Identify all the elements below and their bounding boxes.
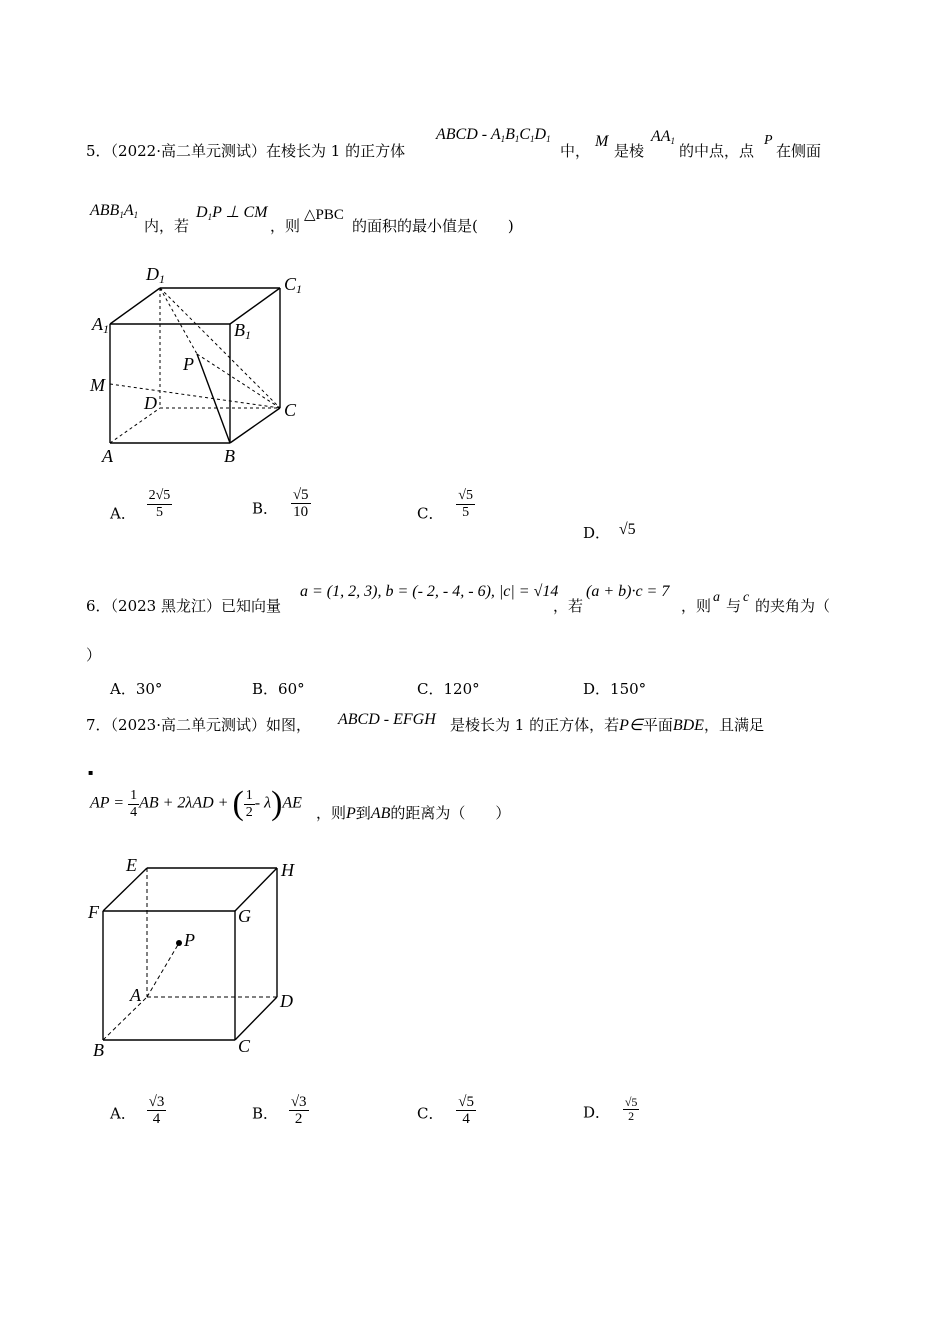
q7-marker: ▪ bbox=[88, 768, 94, 777]
option-letter: C． bbox=[417, 680, 444, 698]
label-f: F bbox=[88, 902, 99, 922]
edge-gh bbox=[235, 868, 277, 911]
q5-text: 在侧面 bbox=[776, 142, 822, 160]
q6-option-c[interactable] bbox=[417, 678, 480, 699]
q6-text: 与 bbox=[726, 597, 742, 615]
q7-text: 平面 bbox=[642, 716, 673, 734]
q5-cube-sub: 1 bbox=[530, 134, 535, 144]
q6-number: 6． bbox=[86, 597, 111, 615]
q7-line2b bbox=[316, 802, 510, 823]
q5-number: 5． bbox=[86, 142, 111, 160]
q7-cond: P∈ bbox=[619, 717, 643, 734]
q7-text: 到 bbox=[355, 804, 371, 822]
edge-bc bbox=[230, 408, 280, 443]
label-c1: C1 bbox=[284, 274, 303, 296]
fraction-denominator: 2 bbox=[245, 804, 253, 820]
fraction-denominator: 2 bbox=[294, 1111, 303, 1127]
label-a1: A1 bbox=[92, 314, 109, 336]
q5-cond-part: D bbox=[196, 204, 208, 221]
label-a: A bbox=[130, 985, 141, 1005]
q5-face-sub: 1 bbox=[119, 210, 124, 220]
fraction-denominator: 4 bbox=[152, 1111, 161, 1127]
option-letter: D． bbox=[583, 524, 611, 542]
q5-face bbox=[90, 202, 138, 220]
fraction-numerator: √5 bbox=[458, 488, 473, 503]
label-b: B bbox=[224, 446, 235, 466]
label-d1: D1 bbox=[146, 264, 165, 286]
fraction-numerator: 2√5 bbox=[148, 488, 171, 503]
q6-option-b[interactable] bbox=[252, 678, 305, 699]
edge-b1c1 bbox=[230, 288, 280, 324]
option-letter: D． bbox=[583, 680, 611, 698]
option-value: √5 bbox=[618, 521, 636, 538]
q6-formula: a = (1, 2, 3), b = (- 2, - 4, - 6), |c| = √14 bbox=[300, 583, 559, 600]
label-b: B bbox=[93, 1040, 104, 1060]
point-p bbox=[176, 940, 182, 946]
q7-equation bbox=[90, 785, 302, 823]
q5-cube-sub: 1 bbox=[546, 134, 551, 144]
option-fraction bbox=[456, 488, 475, 521]
option-letter: C． bbox=[417, 504, 444, 523]
q5-cube-sub: 1 bbox=[514, 134, 520, 144]
segment-ap bbox=[147, 943, 179, 997]
q5-face-part: ABB bbox=[90, 202, 120, 219]
option-value: 150° bbox=[610, 680, 647, 698]
label-p: P bbox=[183, 354, 194, 374]
q5-triangle: △PBC bbox=[304, 207, 344, 223]
label-m: M bbox=[90, 375, 105, 395]
q7-plane: BDE bbox=[672, 717, 704, 734]
eq-part: AE bbox=[282, 794, 302, 812]
q5-text: 的中点，点 bbox=[679, 142, 755, 160]
option-fraction bbox=[147, 1094, 167, 1127]
label-p: P bbox=[184, 930, 195, 950]
q7-line1 bbox=[86, 714, 311, 735]
q5-cube-part: B bbox=[505, 126, 515, 143]
q5-option-d[interactable] bbox=[583, 522, 636, 543]
q5-cube-part: ABCD - A bbox=[436, 126, 501, 143]
q7-option-b[interactable] bbox=[252, 1094, 309, 1131]
option-letter: A． bbox=[110, 1104, 136, 1123]
q6-text: 的夹角为（ bbox=[755, 597, 831, 615]
q7-line1b bbox=[450, 714, 764, 735]
q6-text: ，则 bbox=[681, 597, 712, 615]
q5-text: 是棱 bbox=[614, 142, 645, 160]
segment-pc bbox=[197, 354, 280, 408]
q5-cube-part: C bbox=[519, 126, 531, 143]
fraction-denominator: 2 bbox=[628, 1109, 635, 1123]
option-value: 60° bbox=[278, 680, 305, 698]
q7-text: 的距离为（ ） bbox=[390, 804, 511, 822]
fraction-numerator: √3 bbox=[148, 1094, 165, 1110]
option-letter: A． bbox=[110, 504, 136, 523]
q5-cond-part: P ⊥ CM bbox=[212, 204, 268, 221]
edge-ad bbox=[110, 408, 160, 443]
q5-text: 中， bbox=[560, 142, 591, 160]
option-fraction bbox=[456, 1094, 476, 1127]
q5-edge bbox=[651, 128, 675, 146]
option-fraction bbox=[623, 1096, 640, 1123]
q7-ab-label: AB bbox=[370, 805, 391, 822]
q7-number: 7． bbox=[86, 716, 111, 734]
q6-formula2: (a + b)·c = 7 bbox=[586, 583, 670, 600]
q6-text: ，若 bbox=[553, 597, 584, 615]
q7-text: ，则 bbox=[316, 804, 347, 822]
q6-text: ） bbox=[86, 646, 102, 664]
q5-cube-part: D bbox=[534, 126, 547, 143]
q6-source: （2023 黑龙江） bbox=[110, 597, 221, 615]
q6-c-label: c bbox=[743, 590, 750, 605]
fraction-numerator: 1 bbox=[245, 787, 253, 803]
option-letter: C． bbox=[417, 1104, 444, 1123]
q5-edge-part: AA bbox=[651, 128, 671, 145]
label-h: H bbox=[281, 860, 294, 880]
q5-text: 的面积的最小值是( ) bbox=[352, 217, 514, 235]
segment-d1c bbox=[160, 288, 280, 408]
q5-cube-sub: 1 bbox=[500, 134, 506, 144]
label-c: C bbox=[284, 400, 297, 420]
eq-fraction bbox=[128, 788, 139, 821]
eq-part: AB + 2λAD + bbox=[139, 794, 233, 812]
q5-edge-sub: 1 bbox=[670, 136, 676, 146]
label-e: E bbox=[126, 855, 137, 875]
label-c: C bbox=[238, 1036, 251, 1056]
option-letter: B． bbox=[252, 1104, 279, 1123]
q5-option-b[interactable] bbox=[252, 487, 311, 526]
label-a: A bbox=[102, 446, 113, 466]
q7-cube-figure bbox=[82, 852, 312, 1062]
fraction-denominator: 4 bbox=[130, 804, 138, 820]
fraction-denominator: 4 bbox=[462, 1111, 470, 1127]
label-d: D bbox=[280, 991, 293, 1011]
q5-condition bbox=[196, 202, 267, 222]
eq-fraction bbox=[244, 788, 255, 821]
q7-source: （2023·高二单元测试） bbox=[110, 716, 266, 734]
fraction-numerator: √5 bbox=[624, 1095, 638, 1109]
q6-a-label: a bbox=[713, 590, 720, 605]
eq-paren-left: ( bbox=[232, 785, 244, 822]
q5-text: ，则 bbox=[270, 217, 301, 235]
option-fraction bbox=[291, 487, 311, 520]
option-value: 120° bbox=[443, 680, 480, 698]
fraction-denominator: 5 bbox=[462, 505, 470, 520]
segment-mc bbox=[110, 384, 280, 408]
q5-cube-name bbox=[436, 126, 551, 144]
q5-source: （2022·高二单元测试） bbox=[110, 142, 266, 160]
q5-text: 在棱长为 1 的正方体 bbox=[266, 142, 406, 160]
edge-cd bbox=[235, 997, 277, 1040]
q5-line1 bbox=[86, 140, 405, 161]
fraction-numerator: √3 bbox=[290, 1094, 307, 1110]
fraction-denominator: 10 bbox=[293, 504, 309, 520]
option-letter: B． bbox=[252, 680, 279, 698]
q7-option-d[interactable] bbox=[583, 1095, 639, 1127]
q5-cube-figure bbox=[80, 258, 320, 470]
q5-face-part: A bbox=[123, 202, 134, 219]
option-letter: D． bbox=[583, 1103, 611, 1122]
eq-part: - λ bbox=[254, 794, 272, 812]
q7-cube-name: ABCD - EFGH bbox=[338, 711, 436, 728]
q5-option-a[interactable] bbox=[110, 488, 172, 531]
edge-a1d1 bbox=[110, 288, 160, 324]
option-letter: B． bbox=[252, 499, 279, 518]
q7-text: 是棱长为 1 的正方体，若 bbox=[450, 716, 620, 734]
eq-part: AP = bbox=[90, 794, 129, 812]
q5-text: 内，若 bbox=[144, 217, 190, 235]
option-fraction bbox=[289, 1094, 309, 1127]
q5-face-sub: 1 bbox=[133, 210, 139, 220]
fraction-denominator: 5 bbox=[155, 505, 163, 520]
q7-text: 如图， bbox=[266, 716, 312, 734]
option-fraction bbox=[147, 488, 173, 521]
edge-fe bbox=[103, 868, 147, 911]
fraction-numerator: 1 bbox=[130, 787, 138, 803]
segment-d1p bbox=[160, 288, 197, 354]
q6-text: 已知向量 bbox=[221, 597, 282, 615]
q5-p-label: P bbox=[764, 133, 773, 148]
option-value: 30° bbox=[135, 680, 163, 698]
option-letter: A． bbox=[110, 680, 136, 698]
q6-option-a[interactable] bbox=[110, 678, 162, 699]
eq-paren-right: ) bbox=[271, 785, 283, 822]
label-g: G bbox=[238, 906, 251, 926]
label-b1: B1 bbox=[234, 320, 251, 342]
q5-option-c[interactable] bbox=[417, 488, 475, 531]
q7-p-label: P bbox=[346, 805, 356, 822]
q7-option-c[interactable] bbox=[417, 1094, 476, 1131]
q5-m-label: M bbox=[595, 133, 609, 150]
q5-cond-sub: 1 bbox=[207, 212, 213, 222]
fraction-numerator: √5 bbox=[292, 487, 309, 503]
fraction-numerator: √5 bbox=[458, 1094, 474, 1110]
label-d: D bbox=[144, 393, 157, 413]
q6-option-d[interactable] bbox=[583, 678, 646, 699]
q7-text: ，且满足 bbox=[703, 716, 764, 734]
q7-option-a[interactable] bbox=[110, 1094, 166, 1131]
q6-line1 bbox=[86, 595, 281, 616]
